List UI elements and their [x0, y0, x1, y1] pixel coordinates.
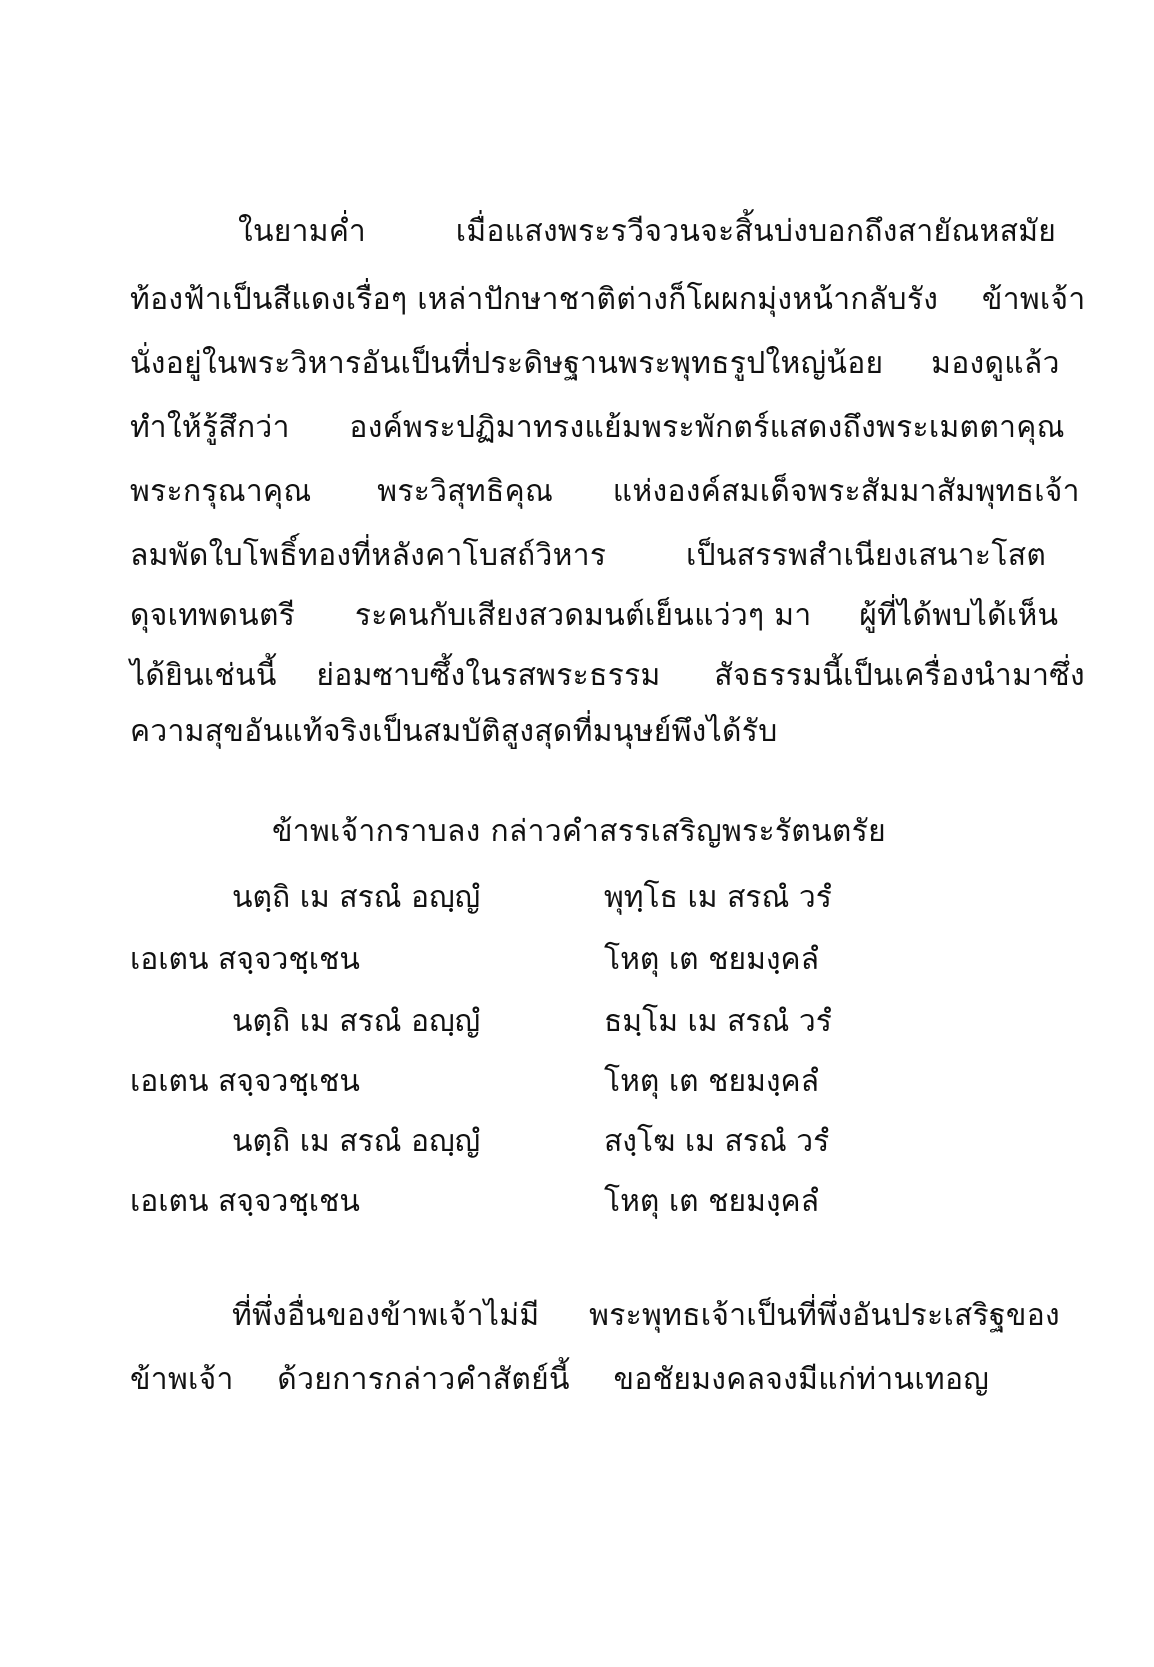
verse-line-3-right: ธมฺโม เม สรณํ วรํ: [604, 1004, 832, 1039]
paragraph-line-9: [130, 712, 778, 752]
text-segment: พระกรุณาคุณ: [130, 474, 312, 509]
verse-line-2-right: โหตุ เต ชยมงฺคลํ: [604, 942, 819, 977]
verse-line-5-right: สงฺโฆ เม สรณํ วรํ: [604, 1124, 830, 1159]
closing-line-1: [232, 1296, 1060, 1336]
verse-line-1-left: นตฺถิ เม สรณํ อญฺญํ: [232, 880, 481, 915]
text-segment: เมื่อแสงพระรวีจวนจะสิ้นบ่งบอกถึงสายัณหสมัย: [455, 214, 1057, 249]
text-segment: สัจธรรมนี้เป็นเครื่องนำมาซึ่ง: [714, 658, 1085, 693]
paragraph-line-3: [130, 344, 1060, 384]
verse-line-4-left: เอเตน สจฺจวชฺเชน: [130, 1064, 360, 1099]
text-segment: ที่พึ่งอื่นของข้าพเจ้าไม่มี: [232, 1298, 540, 1333]
text-segment: ผู้ที่ได้พบได้เห็น: [859, 598, 1059, 633]
verse-line-3-left: นตฺถิ เม สรณํ อญฺญํ: [232, 1004, 481, 1039]
verse-line-1-right: พุทฺโธ เม สรณํ วรํ: [604, 880, 832, 915]
text-segment: ด้วยการกล่าวคำสัตย์นี้: [277, 1362, 570, 1397]
text-segment: ข้าพเจ้า: [130, 1362, 234, 1397]
text-segment: ขอชัยมงคลจงมีแก่ท่านเทอญ: [613, 1362, 990, 1397]
text-segment: เป็นสรรพสำเนียงเสนาะโสต: [685, 538, 1047, 573]
text-segment: ระคนกับเสียงสวดมนต์เย็นแว่วๆ มา: [354, 598, 812, 633]
paragraph-line-6: [130, 536, 1046, 576]
text-segment: ลมพัดใบโพธิ์ทองที่หลังคาโบสถ์วิหาร: [130, 538, 607, 573]
verse-line-4-right: โหตุ เต ชยมงฺคลํ: [604, 1064, 819, 1099]
text-segment: แห่งองค์สมเด็จพระสัมมาสัมพุทธเจ้า: [612, 474, 1080, 509]
text-segment: ทำให้รู้สึกว่า: [130, 410, 290, 445]
text-segment: พระพุทธเจ้าเป็นที่พึ่งอันประเสริฐของ: [589, 1298, 1060, 1333]
verse-line-5-left: นตฺถิ เม สรณํ อญฺญํ: [232, 1124, 481, 1159]
text-segment: องค์พระปฏิมาทรงแย้มพระพักตร์แสดงถึงพระเมตตาคุณ: [349, 410, 1065, 445]
text-segment: ความสุขอันแท้จริงเป็นสมบัติสูงสุดที่มนุษย์พึงได้รับ: [130, 714, 778, 749]
paragraph-line-4: [130, 408, 1065, 448]
verse-line-2-left: เอเตน สจฺจวชฺเชน: [130, 942, 360, 977]
text-segment: มองดูแล้ว: [931, 346, 1060, 381]
text-segment: ข้าพเจ้า: [981, 282, 1086, 317]
text-segment: ดุจเทพดนตรี: [130, 598, 296, 633]
intro-line: ข้าพเจ้ากราบลง กล่าวคำสรรเสริญพระรัตนตรัย: [272, 814, 886, 849]
text-segment: ได้ยินเช่นนี้: [130, 658, 277, 693]
text-segment: ในยามค่ำ: [238, 214, 367, 249]
paragraph-line-1: [238, 212, 1056, 252]
paragraph-line-7: [130, 596, 1058, 636]
text-segment: นั่งอยู่ในพระวิหารอันเป็นที่ประดิษฐานพระพุทธรูปใหญ่น้อย: [130, 346, 884, 381]
verse-line-6-right: โหตุ เต ชยมงฺคลํ: [604, 1184, 819, 1219]
text-segment: ท้องฟ้าเป็นสีแดงเรื่อๆ เหล่าปักษาชาติต่างก็โผผกมุ่งหน้ากลับรัง: [130, 282, 939, 317]
paragraph-line-5: [130, 472, 1080, 512]
closing-line-2: [130, 1360, 989, 1400]
paragraph-line-2: [130, 280, 1086, 320]
verse-line-6-left: เอเตน สจฺจวชฺเชน: [130, 1184, 360, 1219]
text-segment: พระวิสุทธิคุณ: [377, 474, 554, 509]
paragraph-line-8: [130, 656, 1085, 696]
text-segment: ย่อมซาบซึ้งในรสพระธรรม: [316, 658, 661, 693]
